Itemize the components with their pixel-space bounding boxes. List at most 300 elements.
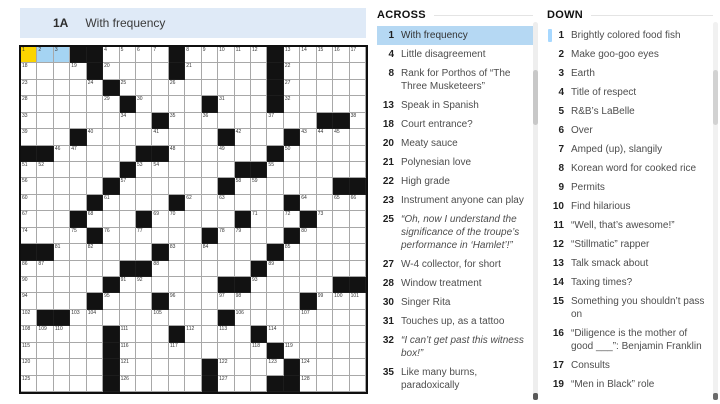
- grid-cell[interactable]: [37, 162, 53, 178]
- grid-cell[interactable]: [54, 343, 70, 359]
- grid-cell[interactable]: [152, 47, 168, 63]
- grid-cell[interactable]: [37, 228, 53, 244]
- grid-cell[interactable]: [103, 244, 119, 260]
- grid-cell[interactable]: [350, 162, 366, 178]
- grid-cell[interactable]: [284, 178, 300, 194]
- down-clue-2[interactable]: [547, 45, 713, 64]
- down-clue-5[interactable]: [547, 102, 713, 121]
- grid-cell[interactable]: [37, 211, 53, 227]
- grid-cell[interactable]: [70, 310, 86, 326]
- grid-cell[interactable]: [202, 326, 218, 342]
- grid-cell[interactable]: [37, 178, 53, 194]
- grid-cell[interactable]: [218, 195, 234, 211]
- down-scrollbar[interactable]: [713, 22, 718, 400]
- grid-cell[interactable]: [37, 376, 53, 392]
- grid-cell[interactable]: [300, 228, 316, 244]
- grid-cell[interactable]: [202, 244, 218, 260]
- grid-cell[interactable]: [218, 343, 234, 359]
- grid-cell[interactable]: [317, 211, 333, 227]
- grid-cell[interactable]: [235, 80, 251, 96]
- grid-cell[interactable]: [103, 129, 119, 145]
- grid-cell[interactable]: [120, 195, 136, 211]
- across-clue-1[interactable]: [377, 26, 533, 45]
- grid-cell[interactable]: [350, 376, 366, 392]
- grid-cell[interactable]: [350, 310, 366, 326]
- grid-cell[interactable]: [120, 376, 136, 392]
- grid-cell[interactable]: [317, 47, 333, 63]
- grid-cell[interactable]: [169, 359, 185, 375]
- grid-cell[interactable]: [185, 326, 201, 342]
- grid-cell[interactable]: [235, 228, 251, 244]
- grid-cell[interactable]: [87, 96, 103, 112]
- down-clue-10[interactable]: [547, 197, 713, 216]
- grid-cell[interactable]: [251, 359, 267, 375]
- grid-cell[interactable]: [152, 228, 168, 244]
- grid-cell[interactable]: [300, 376, 316, 392]
- grid-cell[interactable]: [136, 47, 152, 63]
- grid-cell[interactable]: [185, 228, 201, 244]
- grid-cell[interactable]: [185, 146, 201, 162]
- grid-cell[interactable]: [152, 162, 168, 178]
- grid-cell[interactable]: [235, 195, 251, 211]
- grid-cell[interactable]: [185, 376, 201, 392]
- down-clue-14[interactable]: [547, 273, 713, 292]
- grid-cell[interactable]: [350, 359, 366, 375]
- grid-cell[interactable]: [333, 376, 349, 392]
- grid-cell[interactable]: [169, 113, 185, 129]
- grid-cell[interactable]: [202, 113, 218, 129]
- grid-cell[interactable]: [350, 326, 366, 342]
- grid-cell[interactable]: [120, 63, 136, 79]
- grid-cell[interactable]: [284, 261, 300, 277]
- grid-cell[interactable]: [267, 129, 283, 145]
- grid-cell[interactable]: [70, 359, 86, 375]
- grid-cell[interactable]: [152, 359, 168, 375]
- grid-cell[interactable]: [251, 376, 267, 392]
- grid-cell[interactable]: [235, 326, 251, 342]
- grid-cell[interactable]: [350, 63, 366, 79]
- grid-cell[interactable]: [103, 261, 119, 277]
- grid-cell[interactable]: [185, 178, 201, 194]
- grid-cell[interactable]: [185, 129, 201, 145]
- grid-cell[interactable]: [185, 96, 201, 112]
- grid-cell[interactable]: [21, 293, 37, 309]
- grid-cell[interactable]: [87, 376, 103, 392]
- grid-cell[interactable]: [202, 343, 218, 359]
- grid-cell[interactable]: [300, 310, 316, 326]
- grid-cell[interactable]: [251, 80, 267, 96]
- grid-cell[interactable]: [169, 343, 185, 359]
- grid-cell[interactable]: [333, 96, 349, 112]
- across-clue-30[interactable]: [377, 293, 533, 312]
- grid-cell[interactable]: [202, 211, 218, 227]
- grid-cell[interactable]: [235, 343, 251, 359]
- down-clue-19[interactable]: [547, 375, 713, 394]
- grid-cell[interactable]: [70, 80, 86, 96]
- grid-cell[interactable]: [37, 343, 53, 359]
- down-clue-4[interactable]: [547, 83, 713, 102]
- grid-cell[interactable]: [37, 129, 53, 145]
- grid-cell[interactable]: [21, 376, 37, 392]
- grid-cell[interactable]: [54, 80, 70, 96]
- grid-cell[interactable]: [317, 80, 333, 96]
- grid-cell[interactable]: [185, 195, 201, 211]
- grid-cell[interactable]: [70, 261, 86, 277]
- grid-cell[interactable]: [54, 228, 70, 244]
- grid-cell[interactable]: [267, 277, 283, 293]
- grid-cell[interactable]: [218, 146, 234, 162]
- grid-cell[interactable]: [70, 96, 86, 112]
- grid-cell[interactable]: [21, 162, 37, 178]
- down-scrollbar-thumb[interactable]: [713, 70, 718, 125]
- grid-cell[interactable]: [21, 178, 37, 194]
- grid-cell[interactable]: [218, 376, 234, 392]
- grid-cell[interactable]: [70, 228, 86, 244]
- grid-cell[interactable]: [21, 310, 37, 326]
- grid-cell[interactable]: [300, 178, 316, 194]
- down-clue-9[interactable]: [547, 178, 713, 197]
- grid-cell[interactable]: [235, 113, 251, 129]
- grid-cell[interactable]: [284, 326, 300, 342]
- grid-cell[interactable]: [120, 178, 136, 194]
- across-clue-28[interactable]: [377, 274, 533, 293]
- grid-cell[interactable]: [251, 178, 267, 194]
- grid-cell[interactable]: [251, 244, 267, 260]
- grid-cell[interactable]: [152, 63, 168, 79]
- grid-cell[interactable]: [202, 261, 218, 277]
- grid-cell[interactable]: [21, 129, 37, 145]
- grid-cell[interactable]: [54, 146, 70, 162]
- down-clue-6[interactable]: [547, 121, 713, 140]
- grid-cell[interactable]: [235, 178, 251, 194]
- grid-cell[interactable]: [152, 96, 168, 112]
- grid-cell[interactable]: [350, 146, 366, 162]
- down-clue-17[interactable]: [547, 356, 713, 375]
- grid-cell[interactable]: [120, 47, 136, 63]
- grid-cell[interactable]: [136, 113, 152, 129]
- grid-cell[interactable]: [317, 63, 333, 79]
- grid-cell[interactable]: [218, 113, 234, 129]
- grid-cell[interactable]: [136, 277, 152, 293]
- grid-cell[interactable]: [333, 162, 349, 178]
- grid-cell[interactable]: [185, 244, 201, 260]
- grid-cell[interactable]: [218, 63, 234, 79]
- grid-cell[interactable]: [21, 80, 37, 96]
- grid-cell[interactable]: [87, 261, 103, 277]
- grid-cell[interactable]: [350, 211, 366, 227]
- grid-cell[interactable]: [103, 211, 119, 227]
- grid-cell[interactable]: [185, 211, 201, 227]
- grid-cell[interactable]: [169, 146, 185, 162]
- grid-cell[interactable]: [120, 113, 136, 129]
- down-clue-12[interactable]: [547, 235, 713, 254]
- grid-cell[interactable]: [300, 129, 316, 145]
- grid-cell[interactable]: [136, 162, 152, 178]
- grid-cell[interactable]: [87, 359, 103, 375]
- across-clue-4[interactable]: [377, 45, 533, 64]
- grid-cell[interactable]: [120, 228, 136, 244]
- grid-cell[interactable]: [267, 261, 283, 277]
- grid-cell[interactable]: [152, 195, 168, 211]
- grid-cell[interactable]: [267, 195, 283, 211]
- grid-cell[interactable]: [350, 228, 366, 244]
- grid-cell[interactable]: [152, 129, 168, 145]
- grid-cell[interactable]: [202, 277, 218, 293]
- grid-cell[interactable]: [70, 244, 86, 260]
- grid-cell[interactable]: [169, 162, 185, 178]
- grid-cell[interactable]: [169, 178, 185, 194]
- grid-cell[interactable]: [136, 326, 152, 342]
- grid-cell[interactable]: [235, 47, 251, 63]
- grid-cell[interactable]: [333, 326, 349, 342]
- grid-cell[interactable]: [251, 113, 267, 129]
- grid-cell[interactable]: [54, 63, 70, 79]
- across-clue-18[interactable]: [377, 115, 533, 134]
- grid-cell[interactable]: [169, 376, 185, 392]
- grid-cell[interactable]: [87, 146, 103, 162]
- grid-cell[interactable]: [218, 326, 234, 342]
- grid-cell[interactable]: [169, 96, 185, 112]
- grid-cell[interactable]: [54, 211, 70, 227]
- grid-cell[interactable]: [202, 310, 218, 326]
- grid-cell[interactable]: [103, 47, 119, 63]
- grid-cell[interactable]: [284, 146, 300, 162]
- across-clue-25[interactable]: [377, 210, 533, 255]
- grid-cell[interactable]: [54, 376, 70, 392]
- grid-cell[interactable]: [284, 244, 300, 260]
- grid-cell[interactable]: [235, 146, 251, 162]
- grid-cell[interactable]: [120, 146, 136, 162]
- grid-cell[interactable]: [267, 228, 283, 244]
- grid-cell[interactable]: [21, 343, 37, 359]
- grid-cell[interactable]: [350, 113, 366, 129]
- grid-cell[interactable]: [54, 162, 70, 178]
- grid-cell[interactable]: [70, 293, 86, 309]
- across-clue-35[interactable]: [377, 363, 533, 395]
- grid-cell[interactable]: [218, 228, 234, 244]
- grid-cell[interactable]: [350, 343, 366, 359]
- grid-cell[interactable]: [317, 129, 333, 145]
- grid-cell[interactable]: [21, 63, 37, 79]
- grid-cell[interactable]: [284, 80, 300, 96]
- grid-cell[interactable]: [169, 310, 185, 326]
- grid-cell[interactable]: [284, 343, 300, 359]
- grid-cell[interactable]: [87, 113, 103, 129]
- grid-cell[interactable]: [169, 228, 185, 244]
- grid-cell[interactable]: [284, 47, 300, 63]
- grid-cell[interactable]: [37, 359, 53, 375]
- grid-cell[interactable]: [87, 343, 103, 359]
- grid-cell[interactable]: [87, 178, 103, 194]
- grid-cell[interactable]: [235, 310, 251, 326]
- grid-cell[interactable]: [235, 293, 251, 309]
- grid-cell[interactable]: [152, 261, 168, 277]
- grid-cell[interactable]: [235, 63, 251, 79]
- grid-cell[interactable]: [300, 113, 316, 129]
- grid-cell[interactable]: [152, 376, 168, 392]
- grid-cell[interactable]: [350, 129, 366, 145]
- down-clue-8[interactable]: [547, 159, 713, 178]
- grid-cell[interactable]: [202, 129, 218, 145]
- across-clue-21[interactable]: [377, 153, 533, 172]
- grid-cell[interactable]: [120, 293, 136, 309]
- grid-cell[interactable]: [103, 195, 119, 211]
- grid-cell[interactable]: [251, 63, 267, 79]
- grid-cell[interactable]: [300, 96, 316, 112]
- grid-cell[interactable]: [120, 326, 136, 342]
- grid-cell[interactable]: [120, 129, 136, 145]
- grid-cell[interactable]: [169, 277, 185, 293]
- grid-cell[interactable]: [54, 261, 70, 277]
- grid-cell[interactable]: [333, 211, 349, 227]
- grid-cell[interactable]: [152, 326, 168, 342]
- grid-cell[interactable]: [103, 310, 119, 326]
- grid-cell[interactable]: [185, 162, 201, 178]
- grid-cell[interactable]: [235, 129, 251, 145]
- grid-cell[interactable]: [218, 244, 234, 260]
- grid-cell[interactable]: [120, 343, 136, 359]
- grid-cell[interactable]: [333, 244, 349, 260]
- across-scrollbar[interactable]: [533, 22, 538, 400]
- grid-cell[interactable]: [54, 326, 70, 342]
- grid-cell[interactable]: [350, 293, 366, 309]
- grid-cell[interactable]: [235, 261, 251, 277]
- grid-cell[interactable]: [185, 113, 201, 129]
- grid-cell[interactable]: [267, 178, 283, 194]
- grid-cell[interactable]: [284, 277, 300, 293]
- grid-cell[interactable]: [120, 277, 136, 293]
- grid-cell[interactable]: [267, 113, 283, 129]
- grid-cell[interactable]: [87, 162, 103, 178]
- grid-cell[interactable]: [152, 310, 168, 326]
- grid-cell[interactable]: [333, 261, 349, 277]
- grid-cell[interactable]: [37, 277, 53, 293]
- grid-cell[interactable]: [169, 80, 185, 96]
- grid-cell[interactable]: [235, 96, 251, 112]
- grid-cell[interactable]: [103, 113, 119, 129]
- grid-cell[interactable]: [300, 244, 316, 260]
- across-clue-32[interactable]: [377, 331, 533, 363]
- grid-cell[interactable]: [185, 80, 201, 96]
- grid-cell[interactable]: [333, 359, 349, 375]
- grid-cell[interactable]: [136, 129, 152, 145]
- grid-cell[interactable]: [251, 310, 267, 326]
- grid-cell[interactable]: [54, 244, 70, 260]
- grid-cell[interactable]: [103, 293, 119, 309]
- grid-cell[interactable]: [317, 244, 333, 260]
- grid-cell[interactable]: [185, 277, 201, 293]
- grid-cell[interactable]: [120, 211, 136, 227]
- grid-cell[interactable]: [300, 47, 316, 63]
- grid-cell[interactable]: [152, 178, 168, 194]
- grid-cell[interactable]: [87, 244, 103, 260]
- across-clue-22[interactable]: [377, 172, 533, 191]
- grid-cell[interactable]: [284, 96, 300, 112]
- grid-cell[interactable]: [21, 228, 37, 244]
- across-clue-8[interactable]: [377, 64, 533, 96]
- grid-cell[interactable]: [21, 47, 37, 63]
- grid-cell[interactable]: [300, 343, 316, 359]
- grid-cell[interactable]: [54, 178, 70, 194]
- grid-cell[interactable]: [350, 47, 366, 63]
- down-clue-15[interactable]: [547, 292, 713, 324]
- grid-cell[interactable]: [202, 293, 218, 309]
- grid-cell[interactable]: [185, 359, 201, 375]
- grid-cell[interactable]: [300, 146, 316, 162]
- grid-cell[interactable]: [54, 195, 70, 211]
- grid-cell[interactable]: [70, 146, 86, 162]
- grid-cell[interactable]: [317, 359, 333, 375]
- grid-cell[interactable]: [251, 195, 267, 211]
- grid-cell[interactable]: [251, 343, 267, 359]
- grid-cell[interactable]: [300, 63, 316, 79]
- grid-cell[interactable]: [300, 162, 316, 178]
- grid-cell[interactable]: [136, 228, 152, 244]
- grid-cell[interactable]: [136, 80, 152, 96]
- grid-cell[interactable]: [350, 96, 366, 112]
- grid-cell[interactable]: [136, 178, 152, 194]
- grid-cell[interactable]: [300, 359, 316, 375]
- grid-cell[interactable]: [218, 261, 234, 277]
- grid-cell[interactable]: [185, 310, 201, 326]
- grid-cell[interactable]: [37, 326, 53, 342]
- grid-cell[interactable]: [251, 47, 267, 63]
- grid-cell[interactable]: [317, 261, 333, 277]
- grid-cell[interactable]: [136, 244, 152, 260]
- grid-cell[interactable]: [251, 228, 267, 244]
- grid-cell[interactable]: [136, 195, 152, 211]
- grid-cell[interactable]: [136, 310, 152, 326]
- across-clue-20[interactable]: [377, 134, 533, 153]
- grid-cell[interactable]: [136, 293, 152, 309]
- grid-cell[interactable]: [37, 96, 53, 112]
- grid-cell[interactable]: [317, 326, 333, 342]
- grid-cell[interactable]: [70, 326, 86, 342]
- grid-cell[interactable]: [70, 113, 86, 129]
- grid-cell[interactable]: [37, 293, 53, 309]
- grid-cell[interactable]: [218, 80, 234, 96]
- grid-cell[interactable]: [37, 195, 53, 211]
- grid-cell[interactable]: [317, 343, 333, 359]
- grid-cell[interactable]: [87, 80, 103, 96]
- grid-cell[interactable]: [267, 211, 283, 227]
- across-scrollbar-thumb[interactable]: [533, 70, 538, 125]
- grid-cell[interactable]: [333, 195, 349, 211]
- grid-cell[interactable]: [103, 63, 119, 79]
- grid-cell[interactable]: [317, 162, 333, 178]
- grid-cell[interactable]: [350, 244, 366, 260]
- grid-cell[interactable]: [284, 310, 300, 326]
- grid-cell[interactable]: [54, 129, 70, 145]
- grid-cell[interactable]: [120, 359, 136, 375]
- grid-cell[interactable]: [21, 113, 37, 129]
- grid-cell[interactable]: [37, 80, 53, 96]
- grid-cell[interactable]: [235, 244, 251, 260]
- grid-cell[interactable]: [251, 96, 267, 112]
- grid-cell[interactable]: [218, 162, 234, 178]
- grid-cell[interactable]: [152, 80, 168, 96]
- grid-cell[interactable]: [169, 211, 185, 227]
- grid-cell[interactable]: [333, 80, 349, 96]
- grid-cell[interactable]: [202, 162, 218, 178]
- grid-cell[interactable]: [267, 162, 283, 178]
- grid-cell[interactable]: [350, 261, 366, 277]
- grid-cell[interactable]: [185, 293, 201, 309]
- grid-cell[interactable]: [21, 326, 37, 342]
- grid-cell[interactable]: [317, 277, 333, 293]
- grid-cell[interactable]: [284, 63, 300, 79]
- grid-cell[interactable]: [120, 310, 136, 326]
